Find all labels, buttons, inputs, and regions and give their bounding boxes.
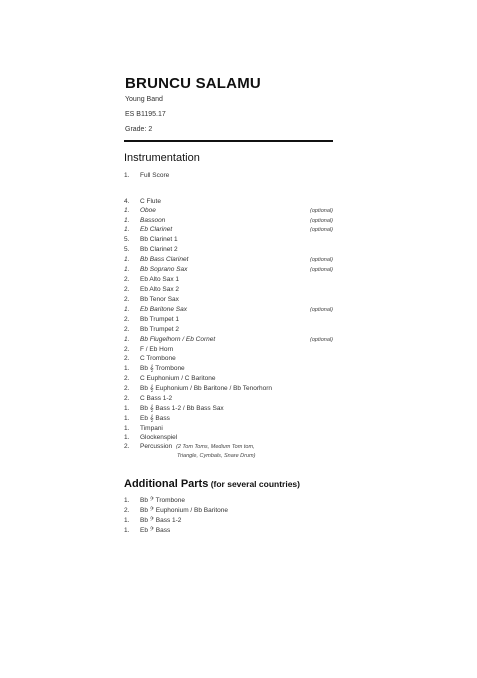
part-count: 2. — [124, 355, 130, 362]
part-count: 2. — [124, 296, 130, 303]
part-name: C Bass 1-2 — [140, 395, 173, 402]
part-name: Bassoon — [140, 217, 166, 224]
part-count: 2. — [124, 286, 130, 293]
part-row — [124, 246, 178, 253]
part-name: Bb 𝄢 Euphonium / Bb Baritone — [140, 507, 229, 514]
part-name: Eb 𝄢 Bass — [140, 527, 171, 534]
part-count: 1. — [124, 497, 130, 504]
part-row — [124, 226, 333, 233]
part-name: F / Eb Horn — [140, 346, 174, 353]
optional-label: (optional) — [310, 218, 333, 224]
part-count: 1. — [124, 306, 130, 313]
part-name: C Flute — [140, 198, 161, 205]
optional-label: (optional) — [310, 208, 333, 214]
part-row — [124, 434, 177, 441]
part-count: 2. — [124, 316, 130, 323]
part-count: 1. — [124, 217, 130, 224]
part-name: Bb Bass Clarinet — [140, 256, 189, 263]
part-count: 2. — [124, 385, 130, 392]
part-name: Eb Alto Sax 1 — [140, 276, 180, 283]
part-count: 2. — [124, 375, 130, 382]
part-row — [124, 346, 173, 353]
part-row — [124, 276, 179, 283]
part-row — [124, 527, 170, 535]
part-count: 2. — [124, 276, 130, 283]
part-name: Bb Clarinet 1 — [140, 236, 178, 243]
part-count: 2. — [124, 395, 130, 402]
part-name: Oboe — [140, 207, 156, 214]
band-level: Young Band — [125, 96, 163, 103]
part-row — [124, 517, 181, 525]
part-name: Bb 𝄢 Bass 1-2 — [140, 517, 182, 524]
optional-label: (optional) — [310, 257, 333, 263]
part-count: 1. — [124, 207, 130, 214]
part-count: 5. — [124, 236, 130, 243]
part-count: 1. — [124, 365, 130, 372]
part-count: 1. — [124, 226, 130, 233]
part-count: 1. — [124, 527, 130, 534]
part-count: 1. — [124, 405, 130, 412]
part-name: Bb Soprano Sax — [140, 266, 188, 273]
optional-label: (optional) — [310, 307, 333, 313]
additional-parts-title: Additional Parts — [124, 478, 209, 490]
part-row — [124, 172, 169, 179]
part-count: 2. — [124, 346, 130, 353]
part-name: C Euphonium / C Baritone — [140, 375, 216, 382]
part-row — [124, 443, 256, 459]
part-name: Bb 𝄢 Trombone — [140, 497, 186, 504]
part-row — [124, 306, 333, 313]
part-row — [124, 256, 333, 263]
part-row — [124, 385, 272, 393]
part-row — [124, 198, 161, 205]
part-count: 2. — [124, 443, 130, 450]
part-count: 2. — [124, 326, 130, 333]
percussion-note-line-1: (2 Tom Toms, Medium Tom tom, — [176, 444, 255, 450]
part-count: 1. — [124, 517, 130, 524]
part-name: Timpani — [140, 425, 163, 432]
part-count: 2. — [124, 507, 130, 514]
catalog-number: ES B1195.17 — [125, 111, 166, 118]
part-row — [124, 316, 179, 323]
part-name: Glockenspiel — [140, 434, 178, 441]
part-name: Bb Flugelhorn / Eb Cornet — [140, 336, 216, 343]
part-row — [124, 395, 172, 402]
part-name: Percussion — [140, 443, 173, 450]
part-row — [124, 375, 216, 382]
part-row — [124, 266, 333, 273]
part-name: Bb 𝄞 Euphonium / Bb Baritone / Bb Tenorhorn — [140, 385, 272, 392]
part-name: Bb 𝄞 Bass 1-2 / Bb Bass Sax — [140, 405, 224, 412]
part-name: Full Score — [140, 172, 170, 179]
part-row — [124, 296, 179, 303]
part-row — [124, 355, 176, 362]
part-count: 1. — [124, 415, 130, 422]
page-title: BRUNCU SALAMU — [125, 75, 261, 92]
percussion-note-line-2: Triangle, Cymbals, Snare Drum) — [177, 453, 256, 459]
grade-level: Grade: 2 — [125, 126, 153, 133]
part-count: 1. — [124, 256, 130, 263]
part-row — [124, 286, 179, 293]
part-name: Bb Trumpet 2 — [140, 326, 180, 333]
part-row — [124, 497, 185, 505]
part-name: Bb Tenor Sax — [140, 296, 179, 303]
part-name: C Trombone — [140, 355, 176, 362]
part-name: Bb Clarinet 2 — [140, 246, 178, 253]
part-row — [124, 405, 224, 413]
title-divider — [124, 140, 333, 142]
part-row — [124, 217, 333, 224]
optional-label: (optional) — [310, 227, 333, 233]
additional-parts-subtitle: (for several countries) — [208, 479, 300, 489]
part-count: 1. — [124, 425, 130, 432]
part-count: 1. — [124, 336, 130, 343]
part-name: Eb Clarinet — [140, 226, 173, 233]
part-count: 1. — [124, 172, 130, 179]
part-name: Bb 𝄞 Trombone — [140, 365, 185, 372]
part-name: Eb 𝄞 Bass — [140, 415, 170, 422]
part-count: 4. — [124, 198, 130, 205]
additional-parts-heading — [124, 478, 300, 490]
part-row — [124, 207, 333, 214]
part-row — [124, 507, 228, 515]
optional-label: (optional) — [310, 267, 333, 273]
part-row — [124, 425, 163, 432]
instrumentation-heading: Instrumentation — [124, 152, 200, 164]
part-row — [124, 415, 170, 423]
part-name: Eb Alto Sax 2 — [140, 286, 180, 293]
part-row — [124, 236, 178, 243]
part-count: 1. — [124, 266, 130, 273]
optional-label: (optional) — [310, 337, 333, 343]
part-row — [124, 326, 179, 333]
part-row — [124, 365, 185, 373]
part-count: 5. — [124, 246, 130, 253]
part-count: 1. — [124, 434, 130, 441]
part-row — [124, 336, 333, 343]
part-name: Eb Baritone Sax — [140, 306, 187, 313]
part-name: Bb Trumpet 1 — [140, 316, 180, 323]
